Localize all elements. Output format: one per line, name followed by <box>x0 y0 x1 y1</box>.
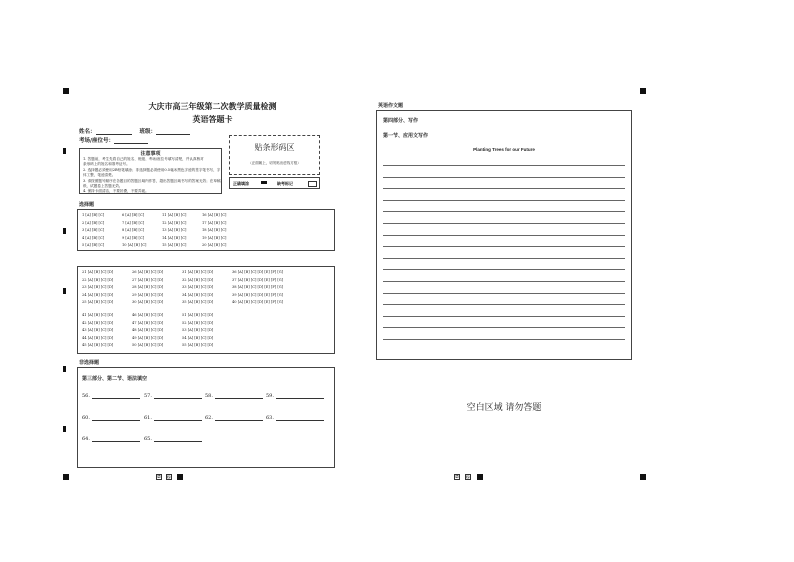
writing-line[interactable] <box>383 235 625 236</box>
notice-line: 体工整，笔迹清楚。 <box>83 173 116 178</box>
writing-section-title: 第一节、应用文写作 <box>383 133 429 139</box>
header <box>70 101 355 125</box>
choice-item[interactable]: 48 [A] [B] [C] [D] <box>132 328 164 333</box>
choice-item[interactable]: 32 [A] [B] [C] [D] <box>182 277 214 282</box>
answer-line[interactable] <box>276 416 324 421</box>
normal-fill-label: 正确填涂 <box>233 181 249 186</box>
writing-line[interactable] <box>383 165 625 166</box>
choice-item[interactable]: 53 [A] [B] [C] [D] <box>182 328 214 333</box>
corner-mark-bottom-left <box>63 474 69 480</box>
choice-item[interactable]: 38 [A] [B] [C] [D] [E] [F] [G] <box>232 285 284 290</box>
choice-item[interactable]: 2 [A] [B] [C] <box>82 220 105 225</box>
choice-item[interactable]: 8 [A] [B] [C] <box>122 228 145 232</box>
answer-line[interactable] <box>154 437 202 442</box>
class-label: 班级： <box>139 129 156 135</box>
choice-item[interactable]: 35 [A] [B] [C] [D] <box>182 300 214 305</box>
choice-item[interactable]: 13 [A] [B] [C] <box>162 228 187 232</box>
blank-65: 65. <box>144 436 202 442</box>
corner-mark-top-right <box>640 88 646 94</box>
writing-line[interactable] <box>383 177 625 178</box>
writing-line[interactable] <box>383 327 625 328</box>
choice-item[interactable]: 28 [A] [B] [C] [D] <box>132 285 164 290</box>
choice-item[interactable]: 34 [A] [B] [C] [D] <box>182 292 214 297</box>
choice-item[interactable]: 12 [A] [B] [C] <box>162 220 187 225</box>
blank-63: 63. <box>266 415 324 421</box>
choice-item[interactable]: 10 [A] [B] [C] <box>122 243 147 247</box>
normal-fill-sample <box>261 181 267 184</box>
choice-block-1 <box>77 209 335 251</box>
choice-item[interactable]: 29 [A] [B] [C] [D] <box>132 292 164 297</box>
timing-mark <box>63 426 66 432</box>
blank-56: 56. <box>82 393 140 399</box>
choice-item[interactable]: 22 [A] [B] [C] [D] <box>82 277 114 282</box>
nonchoice-section-label: 非选择题 <box>79 360 100 366</box>
answer-line[interactable] <box>215 416 263 421</box>
choice-item[interactable]: 3 [A] [B] [C] <box>82 228 105 232</box>
choice-item[interactable]: 4 [A] [B] [C] <box>82 235 105 240</box>
timing-mark <box>63 288 66 294</box>
answer-line[interactable] <box>92 416 140 421</box>
blank-60: 60. <box>82 415 140 421</box>
notice-title: 注意事项 <box>140 151 161 157</box>
missing-mark-checkbox[interactable] <box>308 181 317 187</box>
corner-mark-top-left <box>63 88 69 94</box>
blank-62: 62. <box>205 415 263 421</box>
essay-title: Planting Trees for our Future <box>473 147 535 152</box>
choice-item[interactable]: 54 [A] [B] [C] [D] <box>182 335 214 340</box>
choice-item[interactable]: 50 [A] [B] [C] [D] <box>132 343 164 348</box>
choice-item[interactable]: 41 [A] [B] [C] [D] <box>82 313 114 317</box>
choice-item[interactable]: 16 [A] [B] [C] <box>202 213 227 217</box>
exam-field[interactable] <box>114 138 148 144</box>
notice-line: 2. 选择题必须使用2B铅笔填涂；非选择题必须使用0.5毫米黑色字迹的签字笔书写，字 <box>83 167 221 172</box>
blank-area-notice: 空白区域 请勿答题 <box>466 403 542 413</box>
choice-item[interactable]: 36 [A] [B] [C] [D] [E] [F] [G] <box>232 270 284 274</box>
writing-line[interactable] <box>383 281 625 282</box>
notice-line: 条形码上的姓名和准考证号。 <box>83 162 130 167</box>
choice-item[interactable]: 9 [A] [B] [C] <box>122 235 145 240</box>
writing-line[interactable] <box>383 246 625 247</box>
answer-line[interactable] <box>154 394 202 399</box>
choice-item[interactable]: 1 [A] [B] [C] <box>82 213 105 217</box>
choice-item[interactable]: 33 [A] [B] [C] [D] <box>182 285 214 290</box>
choice-item[interactable]: 6 [A] [B] [C] <box>122 213 145 217</box>
writing-line[interactable] <box>383 269 625 270</box>
writing-line[interactable] <box>383 293 625 294</box>
choice-section-label: 选择题 <box>79 202 95 208</box>
page-title: 大庆市高三年级第二次教学质量检测 <box>148 101 277 111</box>
timing-mark <box>63 148 66 154</box>
blank-59: 59. <box>266 393 324 399</box>
choice-item[interactable]: 40 [A] [B] [C] [D] [E] [F] [G] <box>232 300 284 305</box>
choice-item[interactable]: 27 [A] [B] [C] [D] <box>132 277 164 282</box>
page-marker-icon: ⧅ <box>466 474 470 480</box>
choice-item[interactable]: 46 [A] [B] [C] [D] <box>132 313 164 317</box>
choice-item[interactable]: 49 [A] [B] [C] [D] <box>132 335 164 340</box>
grammar-part-title: 第三部分、第二节、语法填空 <box>82 376 148 382</box>
corner-mark-bottom-right <box>640 474 646 480</box>
choice-block-2 <box>77 266 335 354</box>
choice-item[interactable]: 18 [A] [B] [C] <box>202 228 227 232</box>
choice-item[interactable]: 44 [A] [B] [C] [D] <box>82 335 114 340</box>
writing-line[interactable] <box>383 200 625 201</box>
choice-item[interactable]: 21 [A] [B] [C] [D] <box>82 270 114 274</box>
choice-item[interactable]: 25 [A] [B] [C] [D] <box>82 300 114 305</box>
page-marker-icon: ⧄ <box>157 474 161 480</box>
writing-box <box>376 110 632 360</box>
choice-item[interactable]: 39 [A] [B] [C] [D] [E] [F] [G] <box>232 292 284 297</box>
answer-line[interactable] <box>92 394 140 399</box>
nonchoice-box <box>77 367 335 468</box>
choice-item[interactable]: 37 [A] [B] [C] [D] [E] [F] [G] <box>232 277 284 282</box>
notice-line: 3. 请按照题号顺序在各题目的答题区域内作答，超出答题区域书写的答案无效；在草稿 <box>83 178 221 183</box>
blank-64: 64. <box>82 436 140 442</box>
choice-item[interactable]: 52 [A] [B] [C] [D] <box>182 320 214 325</box>
page-marker-square <box>177 474 183 480</box>
missing-mark-label: 缺考标记 <box>277 181 293 186</box>
writing-line[interactable] <box>383 211 625 212</box>
writing-line[interactable] <box>383 258 625 259</box>
choice-item[interactable]: 51 [A] [B] [C] [D] <box>182 313 214 317</box>
choice-item[interactable]: 23 [A] [B] [C] [D] <box>82 285 114 290</box>
page-marker-icon: ⧅ <box>167 474 171 480</box>
notice-box <box>79 148 222 194</box>
answer-line[interactable] <box>276 394 324 399</box>
choice-item[interactable]: 15 [A] [B] [C] <box>162 243 187 247</box>
writing-line[interactable] <box>383 316 625 317</box>
writing-line[interactable] <box>383 304 625 305</box>
writing-section-label: 英语作文题 <box>378 103 404 109</box>
timing-mark <box>63 228 66 234</box>
choice-item[interactable]: 14 [A] [B] [C] <box>162 235 187 240</box>
fill-mark-box <box>229 177 320 189</box>
choice-item[interactable]: 20 [A] [B] [C] <box>202 243 227 247</box>
notice-line: 纸、试题卷上答题无效。 <box>83 184 123 189</box>
page-subtitle: 英语答题卡 <box>192 114 233 124</box>
blank-58: 58. <box>205 393 263 399</box>
choice-item[interactable]: 24 [A] [B] [C] [D] <box>82 292 114 297</box>
choice-item[interactable]: 26 [A] [B] [C] [D] <box>132 270 164 274</box>
notice-line: 1. 答题前，考生先将自己的姓名、班级、考场/座位号填写清楚，并认真核对 <box>83 157 204 161</box>
name-row <box>79 127 190 135</box>
writing-line[interactable] <box>383 223 625 224</box>
barcode-title: 贴条形码区 <box>254 143 295 152</box>
answer-line[interactable] <box>154 416 202 421</box>
exam-row <box>79 136 148 144</box>
choice-item[interactable]: 17 [A] [B] [C] <box>202 220 227 225</box>
blank-57: 57. <box>144 393 202 399</box>
name-field[interactable] <box>96 129 132 135</box>
choice-item[interactable]: 19 [A] [B] [C] <box>202 235 227 240</box>
answer-line[interactable] <box>92 437 140 442</box>
choice-item[interactable]: 47 [A] [B] [C] [D] <box>132 320 164 325</box>
name-label: 姓名： <box>79 129 96 135</box>
writing-line[interactable] <box>383 339 625 340</box>
choice-item[interactable]: 31 [A] [B] [C] [D] <box>182 270 214 274</box>
barcode-box <box>229 135 320 175</box>
writing-line[interactable] <box>383 188 625 189</box>
choice-item[interactable]: 42 [A] [B] [C] [D] <box>82 320 114 325</box>
answer-line[interactable] <box>215 394 263 399</box>
notice-line: 4. 保持卡面清洁，不要折叠，不要弄破。 <box>83 189 149 194</box>
page-marker-icon: ⧄ <box>455 474 459 480</box>
choice-item[interactable]: 55 [A] [B] [C] [D] <box>182 343 214 348</box>
blank-61: 61. <box>144 415 202 421</box>
timing-mark <box>63 366 66 372</box>
choice-item[interactable]: 7 [A] [B] [C] <box>122 220 145 225</box>
choice-item[interactable]: 30 [A] [B] [C] [D] <box>132 300 164 305</box>
exam-label: 考场/座位号： <box>79 138 115 144</box>
barcode-hint: （正面朝上，切勿贴出虚线方框） <box>248 161 301 165</box>
choice-item[interactable]: 45 [A] [B] [C] [D] <box>82 343 114 348</box>
choice-item[interactable]: 11 [A] [B] [C] <box>162 213 187 217</box>
page-marker-square <box>477 474 483 480</box>
writing-part-title: 第四部分、写作 <box>383 118 419 124</box>
choice-item[interactable]: 5 [A] [B] [C] <box>82 243 105 247</box>
class-field[interactable] <box>156 129 190 135</box>
choice-item[interactable]: 43 [A] [B] [C] [D] <box>82 328 114 333</box>
